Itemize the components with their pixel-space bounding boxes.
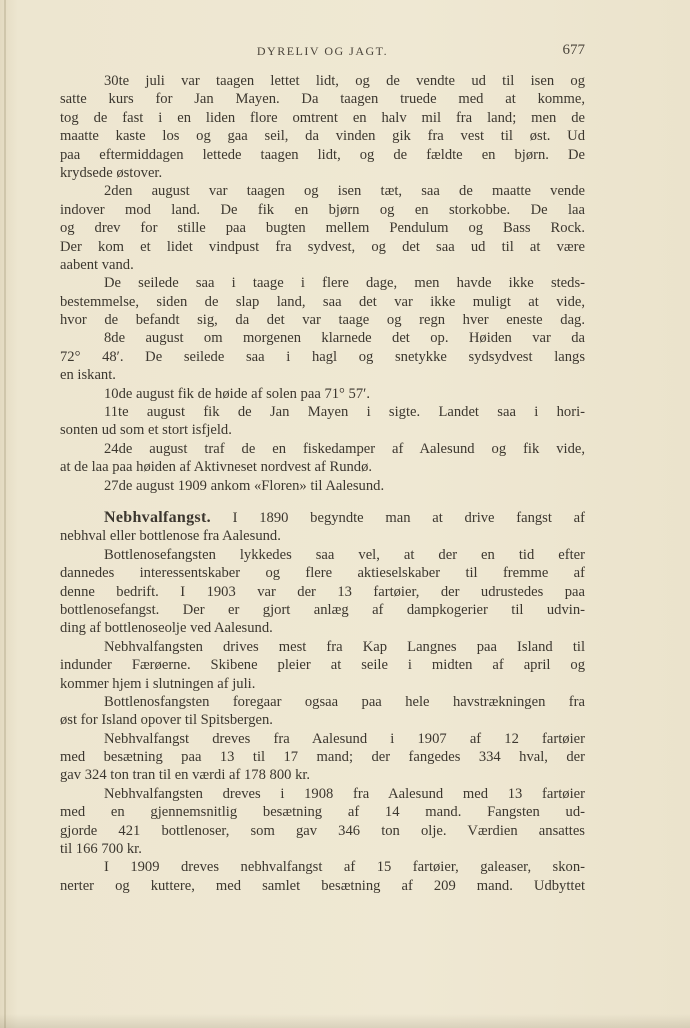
text-line: indunder Færøerne. Skibene pleier at seile i midten af april og — [60, 657, 585, 674]
text-line: Nebhvalfangst dreves fra Aalesund i 1907 af 12 fartøier — [104, 730, 585, 747]
text-line: med en gjennemsnitlig besætning af 14 mand. Fangsten ud- — [60, 804, 585, 821]
text-line: paa eftermiddagen lettede taagen lidt, og de fældte en bjørn. De — [60, 146, 585, 163]
text-line: tog de fast i en liden flore omtrent en halv mil fra land; men de — [60, 109, 585, 126]
body-text — [60, 72, 585, 895]
text-line: Bottlenosefangsten lykkedes saa vel, at der en tid efter — [104, 546, 585, 563]
text-line: 24de august traf de en fiskedamper af Aalesund og fik vide, — [104, 440, 585, 457]
text-line: krydsede østover. — [60, 164, 163, 181]
text-line: 8de august om morgenen klarnede det op. Høiden var da — [104, 330, 585, 347]
text-line: og drev for stille paa bugten mellem Pendulum og Bass Rock. — [60, 220, 585, 237]
text-line: til 166 700 kr. — [60, 841, 142, 858]
text-line: gjorde 421 bottlenoser, som gav 346 ton olje. Værdien ansattes — [60, 822, 585, 839]
text-line: 10de august fik de høide af solen paa 71° 57′. — [104, 385, 370, 402]
text-line: kommer hjem i slutningen af juli. — [60, 675, 256, 692]
text-line: ding af bottlenoseolje ved Aalesund. — [60, 620, 273, 637]
text-line: 11te august fik de Jan Mayen i sigte. Landet saa i hori- — [104, 404, 585, 421]
section-first-line — [60, 509, 585, 527]
page-bottom-shadow — [0, 1014, 690, 1028]
narrative-paragraphs — [60, 72, 585, 495]
text-line: 2den august var taagen og isen tæt, saa de maatte vende — [104, 183, 585, 200]
text-line: satte kurs for Jan Mayen. Da taagen truede med at komme, — [60, 91, 585, 108]
text-line: De seilede saa i taage i flere dage, men havde ikke steds- — [104, 275, 585, 292]
text-line: øst for Island opover til Spitsbergen. — [60, 712, 273, 729]
nebhval-paragraphs — [60, 527, 585, 895]
page-number: 677 — [562, 42, 585, 58]
text-line: en iskant. — [60, 367, 116, 384]
section-heading: Nebhvalfangst. — [104, 508, 211, 526]
text-line: maatte kaste los og gaa seil, da vinden gik fra vest til øst. Ud — [60, 128, 585, 145]
text-line: aabent vand. — [60, 256, 134, 273]
text-line: Der kom et lidet vindpust fra sydvest, og det saa ud til at være — [60, 238, 585, 255]
running-title: DYRELIV OG JAGT. — [256, 44, 389, 58]
text-line: Nebhvalfangsten drives mest fra Kap Langnes paa Island til — [104, 638, 585, 655]
section-first-line-text: I 1890 begyndte man at drive fangst af — [232, 509, 585, 526]
text-line: bestemmelse, siden de slap land, saa det var ikke muligt at vide, — [60, 293, 585, 310]
text-line: sonten ud som et stort isfjeld. — [60, 422, 232, 439]
text-line: denne bedrift. I 1903 var der 13 fartøier, der udrustedes paa — [60, 583, 585, 600]
text-line: nebhval eller bottlenose fra Aalesund. — [60, 528, 281, 545]
text-line: dannedes interessentskaber og flere aktieselskaber til fremme af — [60, 565, 585, 582]
running-head — [60, 44, 585, 64]
text-line: indover mod land. De fik en bjørn og en storkobbe. De laa — [60, 201, 585, 218]
text-line: I 1909 dreves nebhvalfangst af 15 fartøier, galeaser, skon- — [104, 859, 585, 876]
text-line: med besætning paa 13 til 17 mand; der fangedes 334 hval, der — [60, 749, 585, 766]
text-line: nerter og kuttere, med samlet besætning af 209 mand. Udbyttet — [60, 877, 585, 894]
text-line: 30te juli var taagen lettet lidt, og de vendte ud til isen og — [104, 73, 585, 89]
text-line: gav 324 ton tran til en værdi af 178 800 kr. — [60, 767, 311, 784]
text-line: hvor de befandt sig, da det var taage og regn hver eneste dag. — [60, 312, 585, 329]
text-line: Bottlenosfangsten foregaar ogsaa paa hele havstrækningen fra — [104, 693, 585, 710]
page-gutter-edge — [4, 0, 6, 1028]
text-line: Nebhvalfangsten dreves i 1908 fra Aalesund med 13 fartøier — [104, 785, 585, 802]
text-line: at de laa paa høiden af Aktivneset nordvest af Rundø. — [60, 459, 373, 476]
text-line: 27de august 1909 ankom «Floren» til Aalesund. — [104, 477, 385, 494]
section-gap — [60, 495, 585, 509]
text-line: 72° 48′. De seilede saa i hagl og snetykke sydsydvest langs — [60, 348, 585, 365]
text-line: bottlenosefangst. Der er gjort anlæg af dampkogerier til udvin- — [60, 601, 585, 618]
